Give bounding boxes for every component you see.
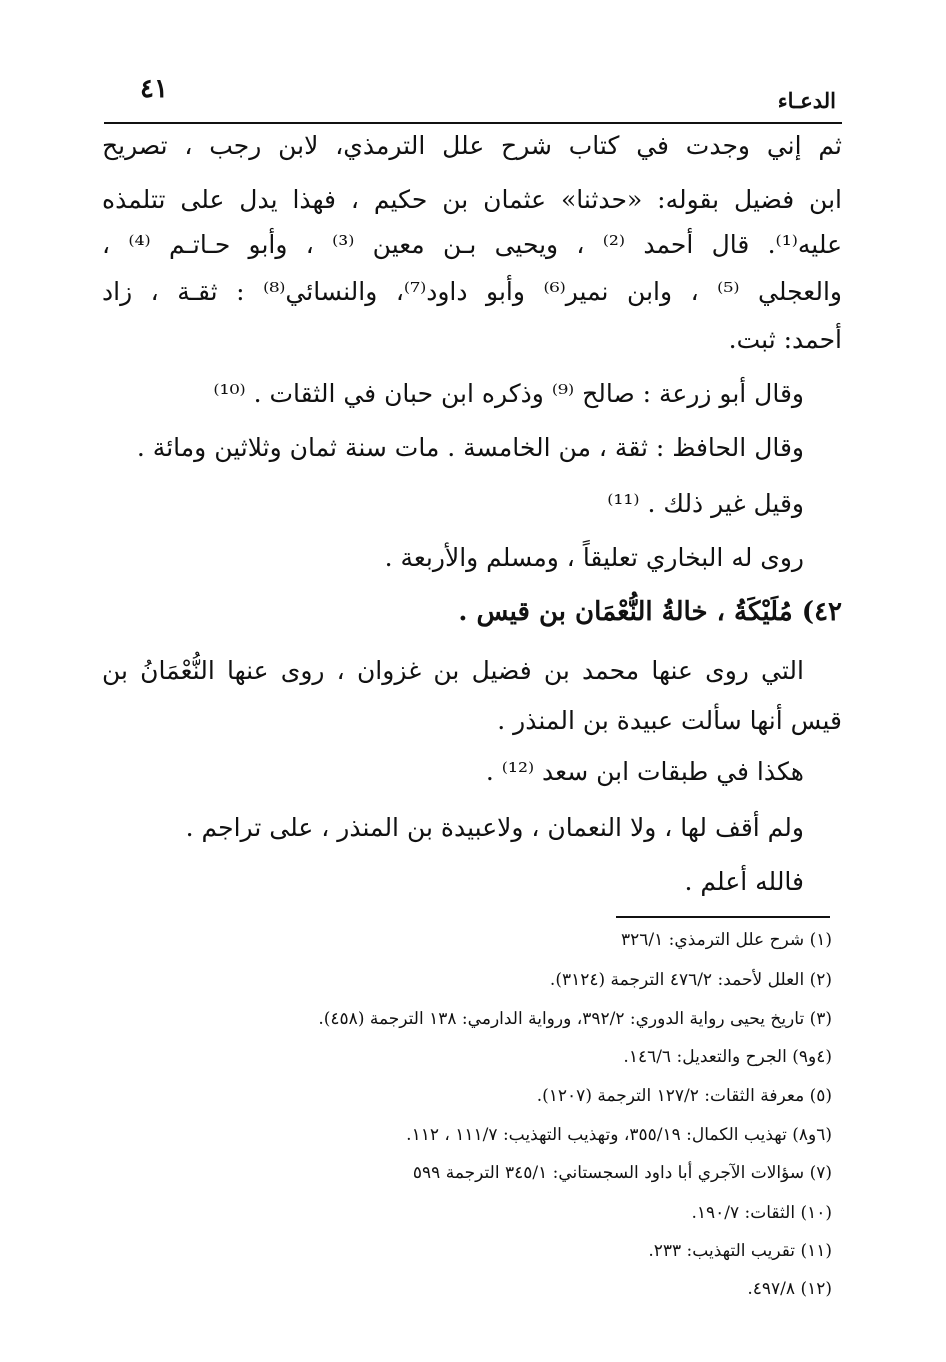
footnote: (٥) معرفة الثقات: ١٢٧/٢ الترجمة (١٢٠٧). <box>536 1086 832 1106</box>
body-line: وقال أبو زرعة : صالح ⁽⁹⁾ وذكره ابن حبان في الثقات . ⁽¹⁰⁾ <box>213 379 804 408</box>
footnote: (٧) سؤالات الآجري أبا داود السجستاني: ٣٤٥/١ الترجمة ٥٩٩ <box>412 1163 832 1183</box>
body-line: ولم أقف لها ، ولا النعمان ، ولاعبيدة بن المنذر ، على تراجم . <box>185 813 804 842</box>
footnote: (١٢) ٤٩٧/٨. <box>747 1279 832 1299</box>
footnote: (١١) تقريب التهذيب: ٢٣٣. <box>648 1241 832 1261</box>
footnote: (١٠) الثقات: ١٩٠/٧. <box>691 1203 832 1223</box>
footnote: (٢) العلل لأحمد: ٤٧٦/٢ الترجمة (٣١٢٤). <box>549 970 832 990</box>
body-line: التي روى عنها محمد بن فضيل بن غزوان ، روى عنها النُّعْمَانُ بن <box>102 656 804 685</box>
body-line: عليه⁽¹⁾. قال أحمد ⁽²⁾ ، ويحيى بـن معين ⁽³⁾ ، وأبو حـاتـم ⁽⁴⁾ ، <box>102 230 843 259</box>
footnote: (٣) تاريخ يحيى رواية الدوري: ٣٩٢/٢، ورواية الدارمي: ١٣٨ الترجمة (٤٥٨). <box>318 1009 832 1029</box>
body-line: روى له البخاري تعليقاً ، ومسلم والأربعة . <box>384 543 804 572</box>
body-line: والعجلي ⁽⁵⁾ ، وابن نمير⁽⁶⁾ وأبو داود⁽⁷⁾، والنسائي⁽⁸⁾ : ثقـة ، زاد <box>102 277 842 306</box>
body-line: وقال الحافظ : ثقة ، من الخامسة . مات سنة ثمان وثلاثين ومائة . <box>136 433 804 462</box>
body-line: ابن فضيل بقوله: «حدثنا» عثمان بن حكيم ، فهذا يدل على تتلمذه <box>102 185 842 214</box>
running-title: الدعـاء <box>777 88 836 113</box>
page-number: ٤١ <box>140 74 168 104</box>
body-line: هكذا في طبقات ابن سعد ⁽¹²⁾ . <box>485 757 804 786</box>
body-line: وقيل غير ذلك . ⁽¹¹⁾ <box>607 489 804 518</box>
body-line: أحمد: ثبت. <box>728 325 842 354</box>
running-header <box>104 70 842 124</box>
body-line: فالله أعلم . <box>684 867 804 896</box>
footnote-separator <box>616 916 830 918</box>
footnote: (٤و٩) الجرح والتعديل: ١٤٦/٦. <box>623 1047 832 1067</box>
header-rule <box>104 122 842 124</box>
footnote: (١) شرح علل الترمذي: ٣٢٦/١ <box>620 930 832 950</box>
footnote: (٦و٨) تهذيب الكمال: ٣٥٥/١٩، وتهذيب التهذيب: ١١١/٧ ، ١١٢. <box>406 1125 832 1145</box>
entry-heading: ٤٢) مُلَيْكَةُ ، خالةُ النُّعْمَان بن قيس . <box>458 597 842 627</box>
body-line: ثم إني وجدت في كتاب شرح علل الترمذي، لابن رجب ، تصريح <box>102 131 842 160</box>
body-line: قيس أنها سألت عبيدة بن المنذر . <box>497 706 842 735</box>
